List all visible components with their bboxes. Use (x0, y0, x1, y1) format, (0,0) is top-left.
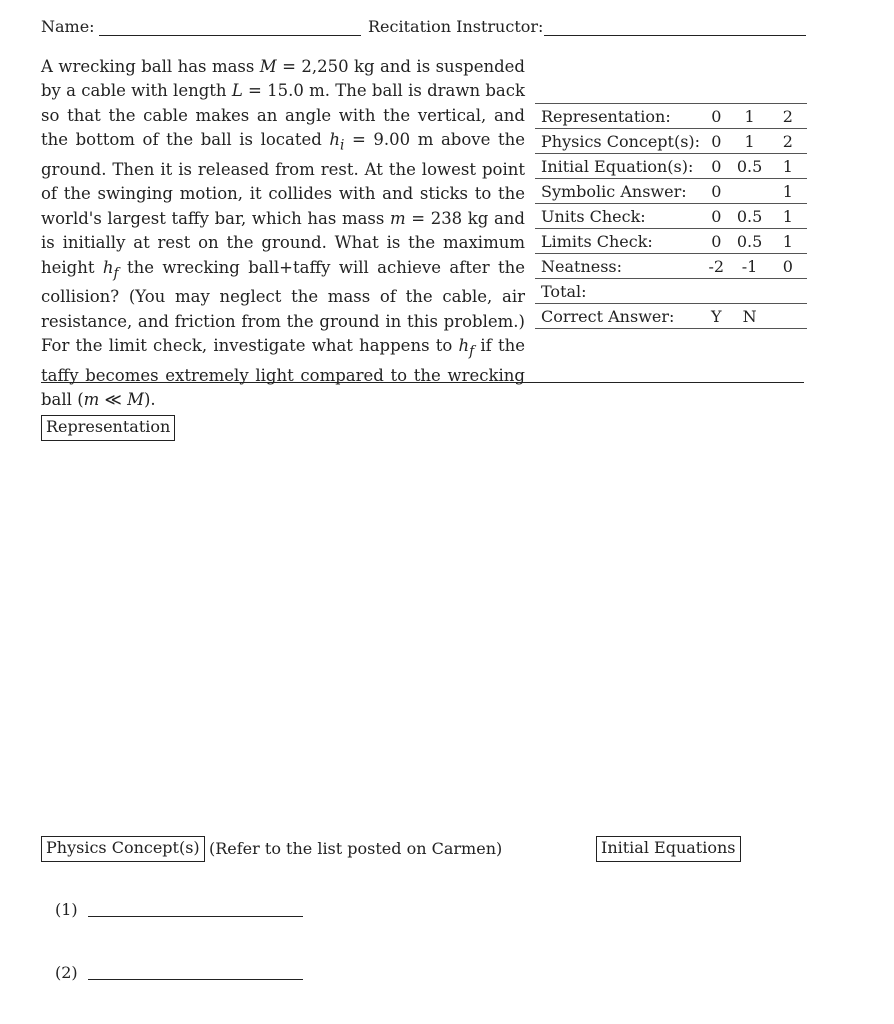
physics-concepts-note: (Refer to the list posted on Carmen) (209, 839, 503, 858)
instructor-field[interactable] (544, 35, 806, 36)
physics-concepts-heading: Physics Concept(s) (41, 836, 205, 862)
rubric-row (535, 179, 807, 204)
name-label: Name: (41, 17, 95, 36)
problem-text: ). (143, 390, 156, 410)
name-field[interactable] (99, 35, 361, 36)
problem-text: A wrecking ball has mass (41, 57, 260, 76)
rubric-row (535, 304, 807, 329)
concept-1-field[interactable] (88, 916, 303, 917)
math-var: h (458, 336, 470, 356)
rubric-score[interactable] (769, 304, 807, 329)
rubric-score[interactable]: 0 (702, 229, 730, 254)
problem-text: if the taffy becomes extremely light compared to the wrecking ball ( (41, 336, 525, 410)
rubric-score[interactable]: 0 (702, 154, 730, 179)
rubric-score[interactable]: 0 (702, 204, 730, 229)
rubric-score[interactable]: 2 (769, 129, 807, 154)
rubric-score[interactable]: 0 (769, 254, 807, 279)
rubric-label: Representation: (535, 104, 702, 129)
rubric-label: Correct Answer: (535, 304, 702, 329)
rubric-score[interactable]: Y (702, 304, 730, 329)
rubric-score[interactable]: 0.5 (730, 204, 768, 229)
initial-equations-heading: Initial Equations (596, 836, 741, 862)
rubric-score[interactable]: 1 (769, 204, 807, 229)
math-var: M (259, 57, 277, 76)
problem-text: = 2,250 kg and is suspended by a cable with length (41, 57, 525, 101)
problem-text: = 15.0 m. The ball is drawn back so that the cable makes an angle with the vertical, and the bottom of the ball is located (41, 81, 526, 150)
rubric-label: Symbolic Answer: (535, 179, 702, 204)
grading-rubric (535, 103, 807, 329)
rubric-score[interactable]: 0.5 (730, 229, 768, 254)
rubric-score[interactable]: N (730, 304, 768, 329)
rubric-score[interactable]: 0.5 (730, 154, 768, 179)
rubric-score[interactable]: 0 (702, 129, 730, 154)
math-subscript: f (469, 343, 475, 360)
divider (41, 382, 804, 383)
concept-2-field[interactable] (88, 979, 303, 980)
rubric-row (535, 204, 807, 229)
problem-text: ≪ (99, 390, 128, 410)
math-var: h (329, 130, 341, 150)
rubric-row (535, 279, 807, 304)
concept-item-label: (1) (55, 900, 78, 919)
math-var: m (83, 390, 100, 410)
problem-statement (41, 55, 525, 413)
rubric-score[interactable]: 1 (769, 229, 807, 254)
rubric-score[interactable]: 0 (702, 179, 730, 204)
rubric-score[interactable]: 1 (730, 129, 768, 154)
rubric-row (535, 129, 807, 154)
rubric-score[interactable] (769, 279, 807, 304)
rubric-score[interactable] (730, 279, 768, 304)
math-var: M (127, 390, 144, 410)
rubric-label: Limits Check: (535, 229, 702, 254)
rubric-row (535, 154, 807, 179)
rubric-label: Total: (535, 279, 702, 304)
rubric-score[interactable] (730, 179, 768, 204)
rubric-score[interactable]: -2 (702, 254, 730, 279)
math-subscript: i (340, 137, 345, 154)
math-var: L (231, 81, 243, 101)
rubric-score[interactable]: 2 (769, 104, 807, 129)
rubric-label: Units Check: (535, 204, 702, 229)
problem-text: = 238 kg and is initially at rest on the ground. What is the maximum height (41, 208, 525, 277)
concept-item-label: (2) (55, 963, 78, 982)
rubric-score[interactable]: 0 (702, 104, 730, 129)
rubric-score[interactable] (702, 279, 730, 304)
representation-heading: Representation (41, 415, 175, 441)
rubric-row (535, 229, 807, 254)
math-var: h (102, 257, 114, 277)
rubric-label: Physics Concept(s): (535, 129, 702, 154)
instructor-label: Recitation Instructor: (368, 17, 544, 36)
rubric-label: Initial Equation(s): (535, 154, 702, 179)
rubric-score[interactable]: 1 (769, 179, 807, 204)
problem-text: = 9.00 m above the ground. Then it is released from rest. At the lowest point of the swinging motion, it collides with and sticks to the world's largest taffy bar, which has mass (41, 130, 525, 228)
rubric-score[interactable]: -1 (730, 254, 768, 279)
rubric-row (535, 104, 807, 129)
problem-text: the wrecking ball+taffy will achieve after the collision? (You may neglect the mass of the cable, air resistance, and friction from the ground in this problem.) For the limit check, investigate what happens to (41, 257, 525, 356)
rubric-score[interactable]: 1 (730, 104, 768, 129)
rubric-label: Neatness: (535, 254, 702, 279)
rubric-score[interactable]: 1 (769, 154, 807, 179)
math-subscript: f (113, 264, 119, 281)
math-var: m (389, 208, 406, 228)
rubric-row (535, 254, 807, 279)
